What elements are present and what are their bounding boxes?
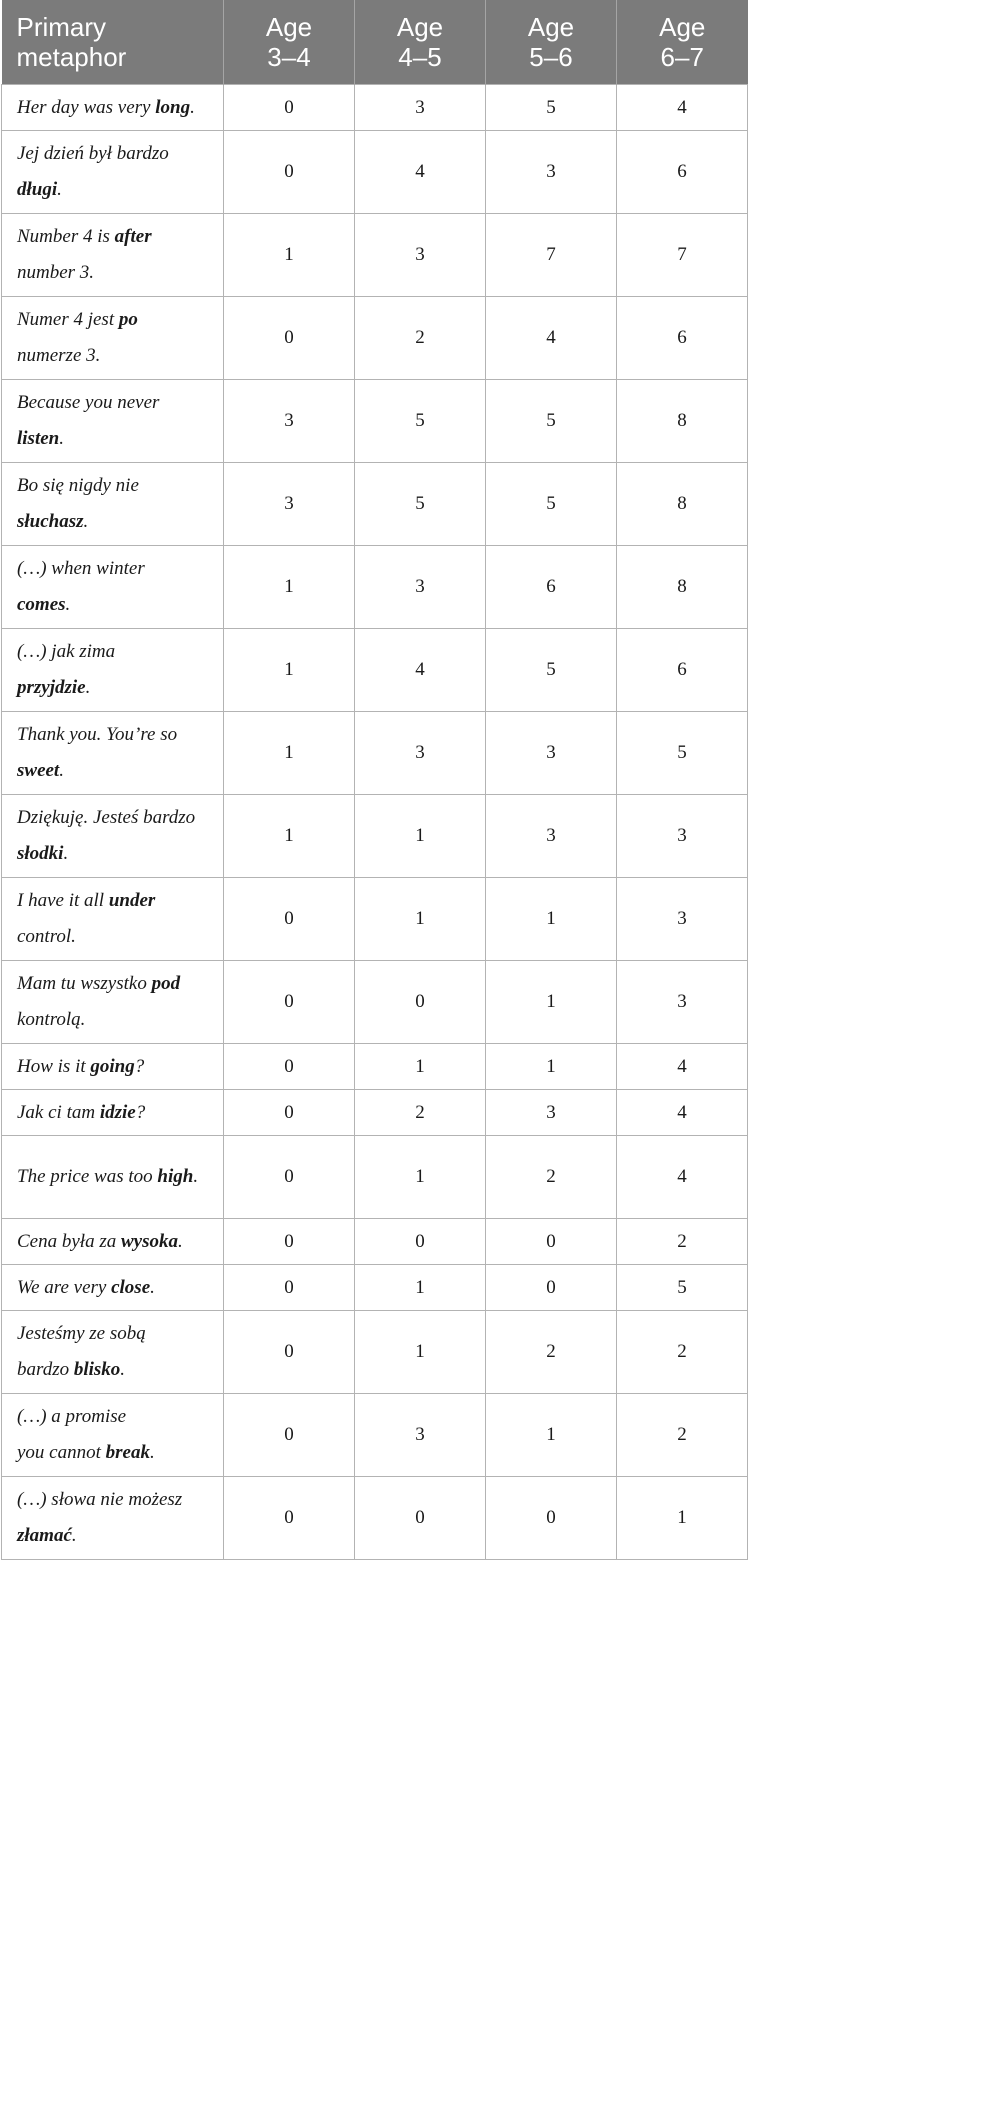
count-cell: 0 [486,1219,617,1265]
header-text: Age [659,12,706,42]
metaphor-cell [2,463,224,546]
count-cell: 7 [617,214,748,297]
metaphor-text-end: . [150,1276,155,1298]
metaphor-cell [2,85,224,131]
metaphor-text-end: kontrolą. [17,1009,86,1030]
count-cell: 3 [486,795,617,878]
metaphor-text-end: control. [17,926,76,947]
header-age-3-4 [224,0,355,85]
metaphor-text: (…) jak zima [17,641,116,662]
metaphor-keyword: wysoka [120,1230,178,1252]
metaphor-keyword: high [157,1166,194,1187]
metaphor-cell [2,878,224,961]
count-cell: 1 [224,214,355,297]
count-cell: 7 [486,214,617,297]
count-cell: 0 [224,1044,355,1090]
count-cell: 4 [617,1090,748,1136]
metaphor-text: (…) słowa nie możesz [17,1489,183,1510]
count-cell: 6 [617,297,748,380]
count-cell: 1 [224,795,355,878]
table-row [2,380,748,463]
metaphor-keyword: comes [17,594,66,615]
table-row [2,214,748,297]
count-cell: 1 [355,878,486,961]
count-cell: 0 [355,1219,486,1265]
header-age-5-6 [486,0,617,85]
metaphor-cell [2,297,224,380]
count-cell: 3 [617,961,748,1044]
metaphor-cell [2,1090,224,1136]
count-cell: 0 [486,1265,617,1311]
metaphor-cell [2,795,224,878]
table-row [2,1219,748,1265]
metaphor-text-end: . [190,96,195,118]
table-row [2,1136,748,1219]
count-cell: 0 [486,1477,617,1560]
count-cell: 6 [617,131,748,214]
count-cell: 4 [355,131,486,214]
count-cell: 3 [224,380,355,463]
count-cell: 1 [355,1265,486,1311]
metaphor-cell [2,1219,224,1265]
count-cell: 6 [617,629,748,712]
header-text: Primary [16,12,107,42]
metaphor-text: Numer 4 jest [17,309,119,330]
metaphor-text-end: . [83,511,89,532]
header-text: 4–5 [398,42,442,72]
count-cell: 0 [224,878,355,961]
table-row [2,961,748,1044]
count-cell: 0 [224,1477,355,1560]
metaphor-cell [2,1394,224,1477]
metaphor-cell [2,1265,224,1311]
metaphor-cell [2,1136,224,1219]
metaphor-keyword: after [114,226,152,247]
count-cell: 3 [617,795,748,878]
metaphor-text-end: . [193,1166,199,1187]
metaphor-cell [2,629,224,712]
metaphor-text: Dziękuję. Jesteś bardzo [17,807,196,828]
metaphor-age-table [1,0,748,1560]
header-text: Age [396,12,444,42]
count-cell: 0 [224,1394,355,1477]
table-row [2,878,748,961]
count-cell: 4 [617,1044,748,1090]
count-cell: 2 [617,1311,748,1394]
metaphor-cell [2,961,224,1044]
metaphor-cell [2,214,224,297]
count-cell: 3 [486,1090,617,1136]
metaphor-text-end: . [59,428,64,449]
count-cell: 3 [355,214,486,297]
count-cell: 3 [224,463,355,546]
count-cell: 3 [355,85,486,131]
metaphor-text-end: . [63,843,69,864]
metaphor-text-end: ? [134,1055,145,1077]
count-cell: 2 [355,1090,486,1136]
table-row [2,795,748,878]
metaphor-cell [2,1311,224,1394]
header-text: 3–4 [267,42,311,72]
metaphor-cell [2,131,224,214]
metaphor-text: Mam tu wszystko [17,973,152,994]
count-cell: 4 [486,297,617,380]
metaphor-text-end: . [177,1230,183,1252]
count-cell: 1 [224,629,355,712]
metaphor-text-end: . [65,594,71,615]
metaphor-text: Because you never [17,392,160,413]
count-cell: 1 [617,1477,748,1560]
table-body [2,85,748,1560]
count-cell: 3 [617,878,748,961]
count-cell: 0 [224,1090,355,1136]
metaphor-text: (…) a promise you cannot [17,1406,127,1463]
metaphor-keyword: break [105,1442,150,1463]
metaphor-keyword: przyjdzie [17,677,86,698]
metaphor-keyword: blisko [73,1359,121,1380]
metaphor-text: Her day was very [17,96,156,118]
metaphor-keyword: under [108,890,156,911]
metaphor-cell [2,380,224,463]
count-cell: 4 [355,629,486,712]
count-cell: 1 [355,1311,486,1394]
metaphor-keyword: słuchasz [17,511,84,532]
metaphor-keyword: słodki [17,843,64,864]
count-cell: 0 [224,1136,355,1219]
count-cell: 8 [617,546,748,629]
count-cell: 0 [224,961,355,1044]
count-cell: 1 [486,1394,617,1477]
metaphor-cell [2,712,224,795]
count-cell: 0 [224,297,355,380]
metaphor-text-end: . [85,677,91,698]
metaphor-text: Number 4 is [17,226,115,247]
metaphor-text: Jesteśmy ze sobą bardzo [17,1323,146,1380]
metaphor-keyword: close [111,1276,151,1298]
count-cell: 5 [486,85,617,131]
count-cell: 0 [355,961,486,1044]
count-cell: 0 [224,131,355,214]
metaphor-text: Jak ci tam [17,1101,100,1123]
metaphor-text: Cena była za [17,1230,121,1252]
header-text: Age [265,12,313,42]
count-cell: 2 [617,1394,748,1477]
metaphor-keyword: listen [17,428,60,449]
count-cell: 1 [486,961,617,1044]
table-row [2,712,748,795]
count-cell: 0 [224,1265,355,1311]
header-age-4-5 [355,0,486,85]
count-cell: 5 [486,629,617,712]
count-cell: 8 [617,463,748,546]
count-cell: 3 [486,131,617,214]
metaphor-keyword: going [90,1055,135,1077]
table-row [2,1090,748,1136]
metaphor-text-end: number 3. [17,262,95,283]
count-cell: 2 [617,1219,748,1265]
metaphor-text: (…) when winter [17,558,145,579]
count-cell: 5 [486,380,617,463]
count-cell: 5 [617,712,748,795]
metaphor-text: I have it all [17,890,109,911]
count-cell: 2 [486,1311,617,1394]
metaphor-keyword: idzie [99,1101,136,1123]
table-row [2,85,748,131]
count-cell: 3 [355,712,486,795]
count-cell: 1 [224,546,355,629]
metaphor-keyword: złamać [17,1525,72,1546]
table-row [2,1044,748,1090]
metaphor-text-end: . [57,179,62,200]
count-cell: 8 [617,380,748,463]
table-row [2,1477,748,1560]
metaphor-cell [2,1044,224,1090]
count-cell: 0 [355,1477,486,1560]
count-cell: 1 [355,795,486,878]
metaphor-keyword: long [155,96,191,118]
count-cell: 2 [486,1136,617,1219]
count-cell: 0 [224,85,355,131]
count-cell: 1 [486,1044,617,1090]
metaphor-keyword: po [118,309,138,330]
count-cell: 4 [617,85,748,131]
metaphor-text: How is it [17,1055,91,1077]
header-primary-metaphor [2,0,224,85]
metaphor-keyword: sweet [17,760,60,781]
metaphor-text-end: . [71,1525,77,1546]
metaphor-text-end: ? [135,1101,146,1123]
count-cell: 3 [486,712,617,795]
count-cell: 4 [617,1136,748,1219]
count-cell: 2 [355,297,486,380]
count-cell: 5 [486,463,617,546]
metaphor-keyword: długi [17,179,58,200]
count-cell: 0 [224,1219,355,1265]
count-cell: 5 [355,380,486,463]
count-cell: 3 [355,546,486,629]
table-header [2,0,748,85]
metaphor-text-end: numerze 3. [17,345,101,366]
table-row [2,1265,748,1311]
metaphor-text: The price was too [17,1166,158,1187]
count-cell: 1 [486,878,617,961]
count-cell: 3 [355,1394,486,1477]
table-row [2,1311,748,1394]
table-row [2,131,748,214]
count-cell: 5 [617,1265,748,1311]
metaphor-text-end: . [59,760,64,781]
count-cell: 0 [224,1311,355,1394]
header-text: 6–7 [660,42,704,72]
count-cell: 1 [355,1044,486,1090]
metaphor-text-end: . [149,1442,155,1463]
metaphor-cell [2,1477,224,1560]
header-text: 5–6 [529,42,573,72]
header-age-6-7 [617,0,748,85]
table-row [2,1394,748,1477]
count-cell: 1 [224,712,355,795]
count-cell: 6 [486,546,617,629]
metaphor-keyword: pod [151,973,181,994]
metaphor-text-end: . [120,1359,126,1380]
count-cell: 5 [355,463,486,546]
metaphor-text: Jej dzień był bardzo [17,143,169,164]
metaphor-text: We are very [17,1276,112,1298]
metaphor-text: Thank you. You’re so [17,724,178,745]
header-text: metaphor [16,42,127,72]
metaphor-text: Bo się nigdy nie [17,475,139,496]
header-text: Age [527,12,575,42]
table-row [2,629,748,712]
table-row [2,463,748,546]
metaphor-cell [2,546,224,629]
table-row [2,546,748,629]
table-row [2,297,748,380]
count-cell: 1 [355,1136,486,1219]
